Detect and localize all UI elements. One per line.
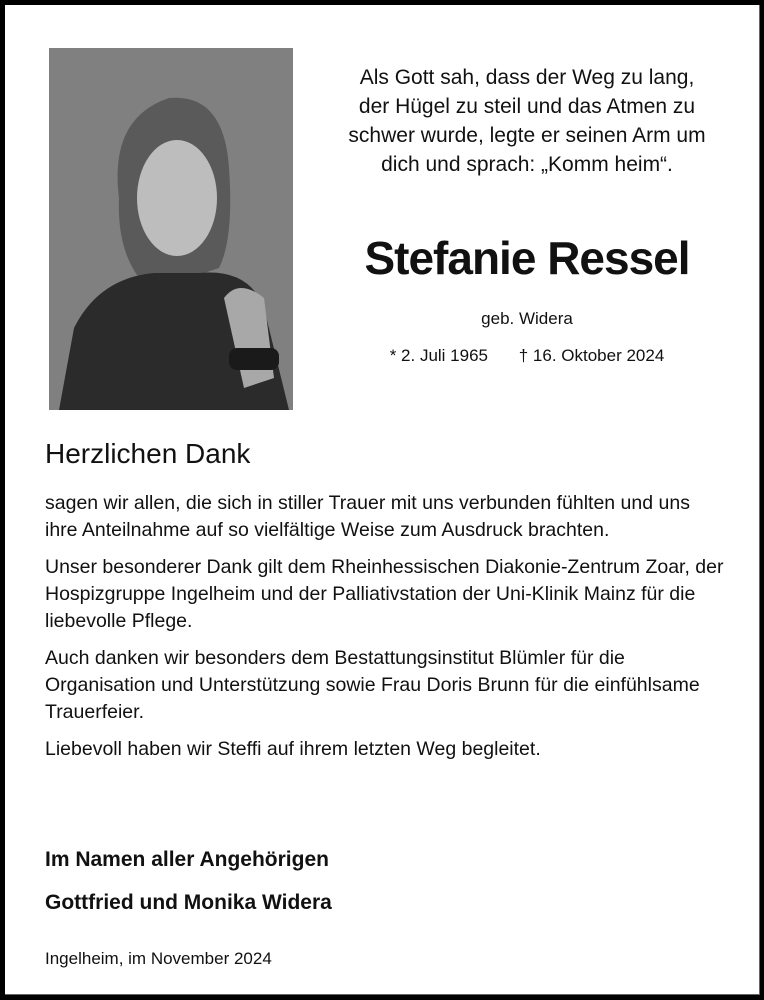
maiden-name: geb. Widera (481, 309, 573, 328)
portrait-photo (49, 48, 293, 410)
birth-date: * 2. Juli 1965 (389, 346, 488, 365)
poem-line: dich und sprach: „Komm heim“. (381, 153, 673, 176)
place-date: Ingelheim, im November 2024 (45, 949, 272, 968)
thanks-heading: Herzlichen Dank (45, 438, 251, 469)
deceased-name: Stefanie Ressel (364, 232, 690, 284)
thanks-body (45, 490, 725, 773)
death-date: † 16. Oktober 2024 (518, 346, 665, 365)
poem (315, 63, 739, 179)
thanks-paragraph: sagen wir allen, die sich in stiller Trauer mit uns verbunden fühlten und uns ihre Anteilnahme auf so vielfältige Weise zum Ausdruck brachten. (45, 492, 690, 541)
thanks-paragraph: Liebevoll haben wir Steffi auf ihrem letzten Weg begleitet. (45, 738, 541, 760)
signature-line-1: Im Namen aller Angehörigen (45, 848, 329, 871)
life-dates (315, 346, 739, 366)
poem-line: Als Gott sah, dass der Weg zu lang, (359, 66, 695, 89)
thanks-paragraph: Auch danken wir besonders dem Bestattungsinstitut Blümler für die Organisation und Unterstützung sowie Frau Doris Brunn für die einfühlsame Trauerfeier. (45, 647, 700, 723)
thanks-paragraph: Unser besonderer Dank gilt dem Rheinhessischen Diakonie-Zentrum Zoar, der Hospizgruppe Ingelheim und der Palliativstation der Uni-Klinik Mainz für die liebevolle Pflege. (45, 556, 724, 632)
poem-line: der Hügel zu steil und das Atmen zu (358, 95, 696, 118)
poem-line: schwer wurde, legte er seinen Arm um (348, 124, 706, 147)
obituary-card (5, 5, 760, 995)
signature-line-2: Gottfried und Monika Widera (45, 891, 332, 914)
portrait-image (49, 48, 293, 410)
